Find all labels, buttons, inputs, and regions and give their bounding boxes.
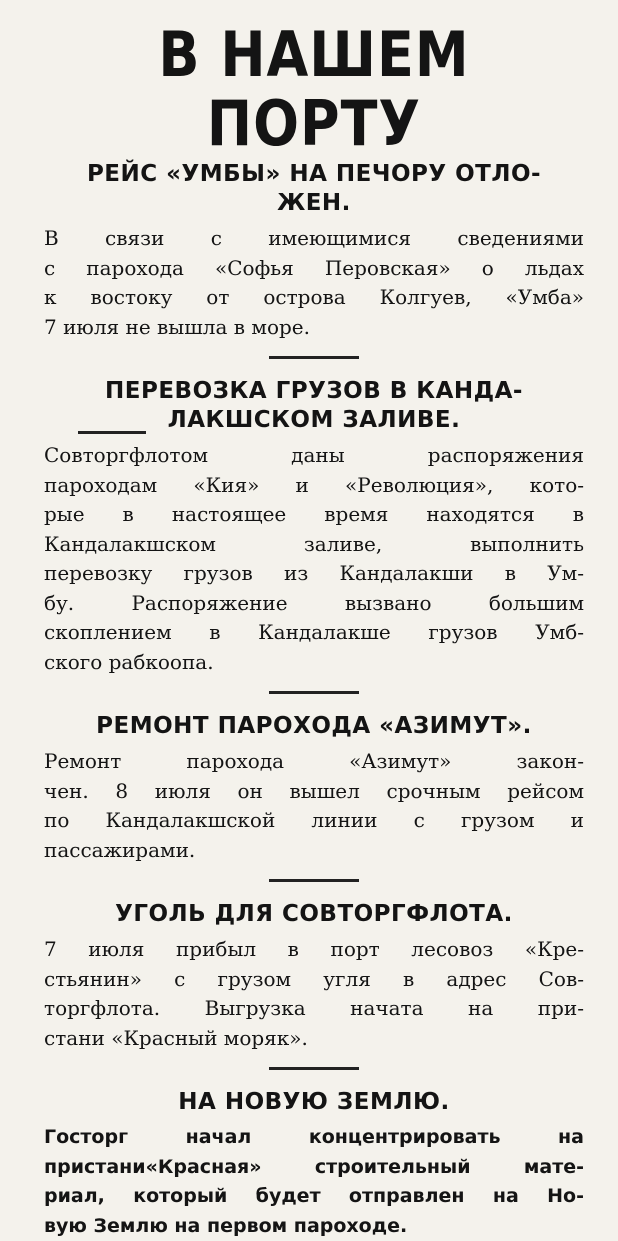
body-line: Кандалакшском заливе, выполнить [44,530,584,560]
body-line: стани «Красный моряк». [44,1024,584,1054]
article-5 [44,1088,584,1241]
article-body [44,441,584,677]
body-line: ского рабкоопа. [44,648,584,678]
body-line: 7 июля не вышла в море. [44,313,584,343]
section-divider [269,691,359,694]
body-line: Ремонт парохода «Азимут» закон- [44,747,584,777]
article-headline [44,377,584,435]
article-4 [44,900,584,1053]
article-body [44,747,584,865]
body-line: риал, который будет отправлен на Но- [44,1182,584,1212]
body-line: В связи с имеющимися сведениями [44,224,584,254]
article-body [44,224,584,342]
body-line: чен. 8 июля он вышел срочным рейсом [44,777,584,807]
article-headline [44,1088,584,1117]
article-body [44,1123,584,1241]
body-line: торгфлота. Выгрузка начата на при- [44,994,584,1024]
body-line: пассажирами. [44,836,584,866]
body-line: рые в настоящее время находятся в [44,500,584,530]
headline-line: УГОЛЬ ДЛЯ СОВТОРГФЛОТА. [44,900,584,929]
body-line: стьянин» с грузом угля в адрес Сов- [44,965,584,995]
section-divider [269,356,359,359]
section-divider [269,1067,359,1070]
headline-line: РЕМОНТ ПАРОХОДА «АЗИМУТ». [44,712,584,741]
body-line: пристани«Красная» строительный мате- [44,1153,584,1183]
article-body [44,935,584,1053]
body-line: Госторг начал концентрировать на [44,1123,584,1153]
section-divider [269,879,359,882]
body-line: перевозку грузов из Кандалакши в Ум- [44,559,584,589]
body-line: с парохода «Софья Перовская» о льдах [44,254,584,284]
article-2 [44,377,584,677]
article-list [44,160,584,1241]
headline-line: НА НОВУЮ ЗЕМЛЮ. [44,1088,584,1117]
body-line: бу. Распоряжение вызвано большим [44,589,584,619]
body-line: Совторгфлотом даны распоряжения [44,441,584,471]
article-headline [44,712,584,741]
body-line: пароходам «Кия» и «Революция», кото- [44,471,584,501]
headline-line: ЖЕН. [44,189,584,218]
body-line: вую Землю на первом пароходе. [44,1212,584,1241]
article-headline [44,900,584,929]
masthead-title: В НАШЕМ ПОРТУ [44,21,584,159]
body-line: скоплением в Кандалакше грузов Умб- [44,618,584,648]
body-line: по Кандалакшской линии с грузом и [44,806,584,836]
article-headline [44,160,584,218]
headline-line: ПЕРЕВОЗКА ГРУЗОВ В КАНДА- [44,377,584,406]
headline-line: ЛАКШСКОМ ЗАЛИВЕ. [44,406,584,435]
article-1 [44,160,584,342]
body-line: 7 июля прибыл в порт лесовоз «Кре- [44,935,584,965]
headline-underline [78,431,146,434]
body-line: к востоку от острова Колгуев, «Умба» [44,283,584,313]
headline-line: РЕЙС «УМБЫ» НА ПЕЧОРУ ОТЛО- [44,160,584,189]
article-3 [44,712,584,865]
